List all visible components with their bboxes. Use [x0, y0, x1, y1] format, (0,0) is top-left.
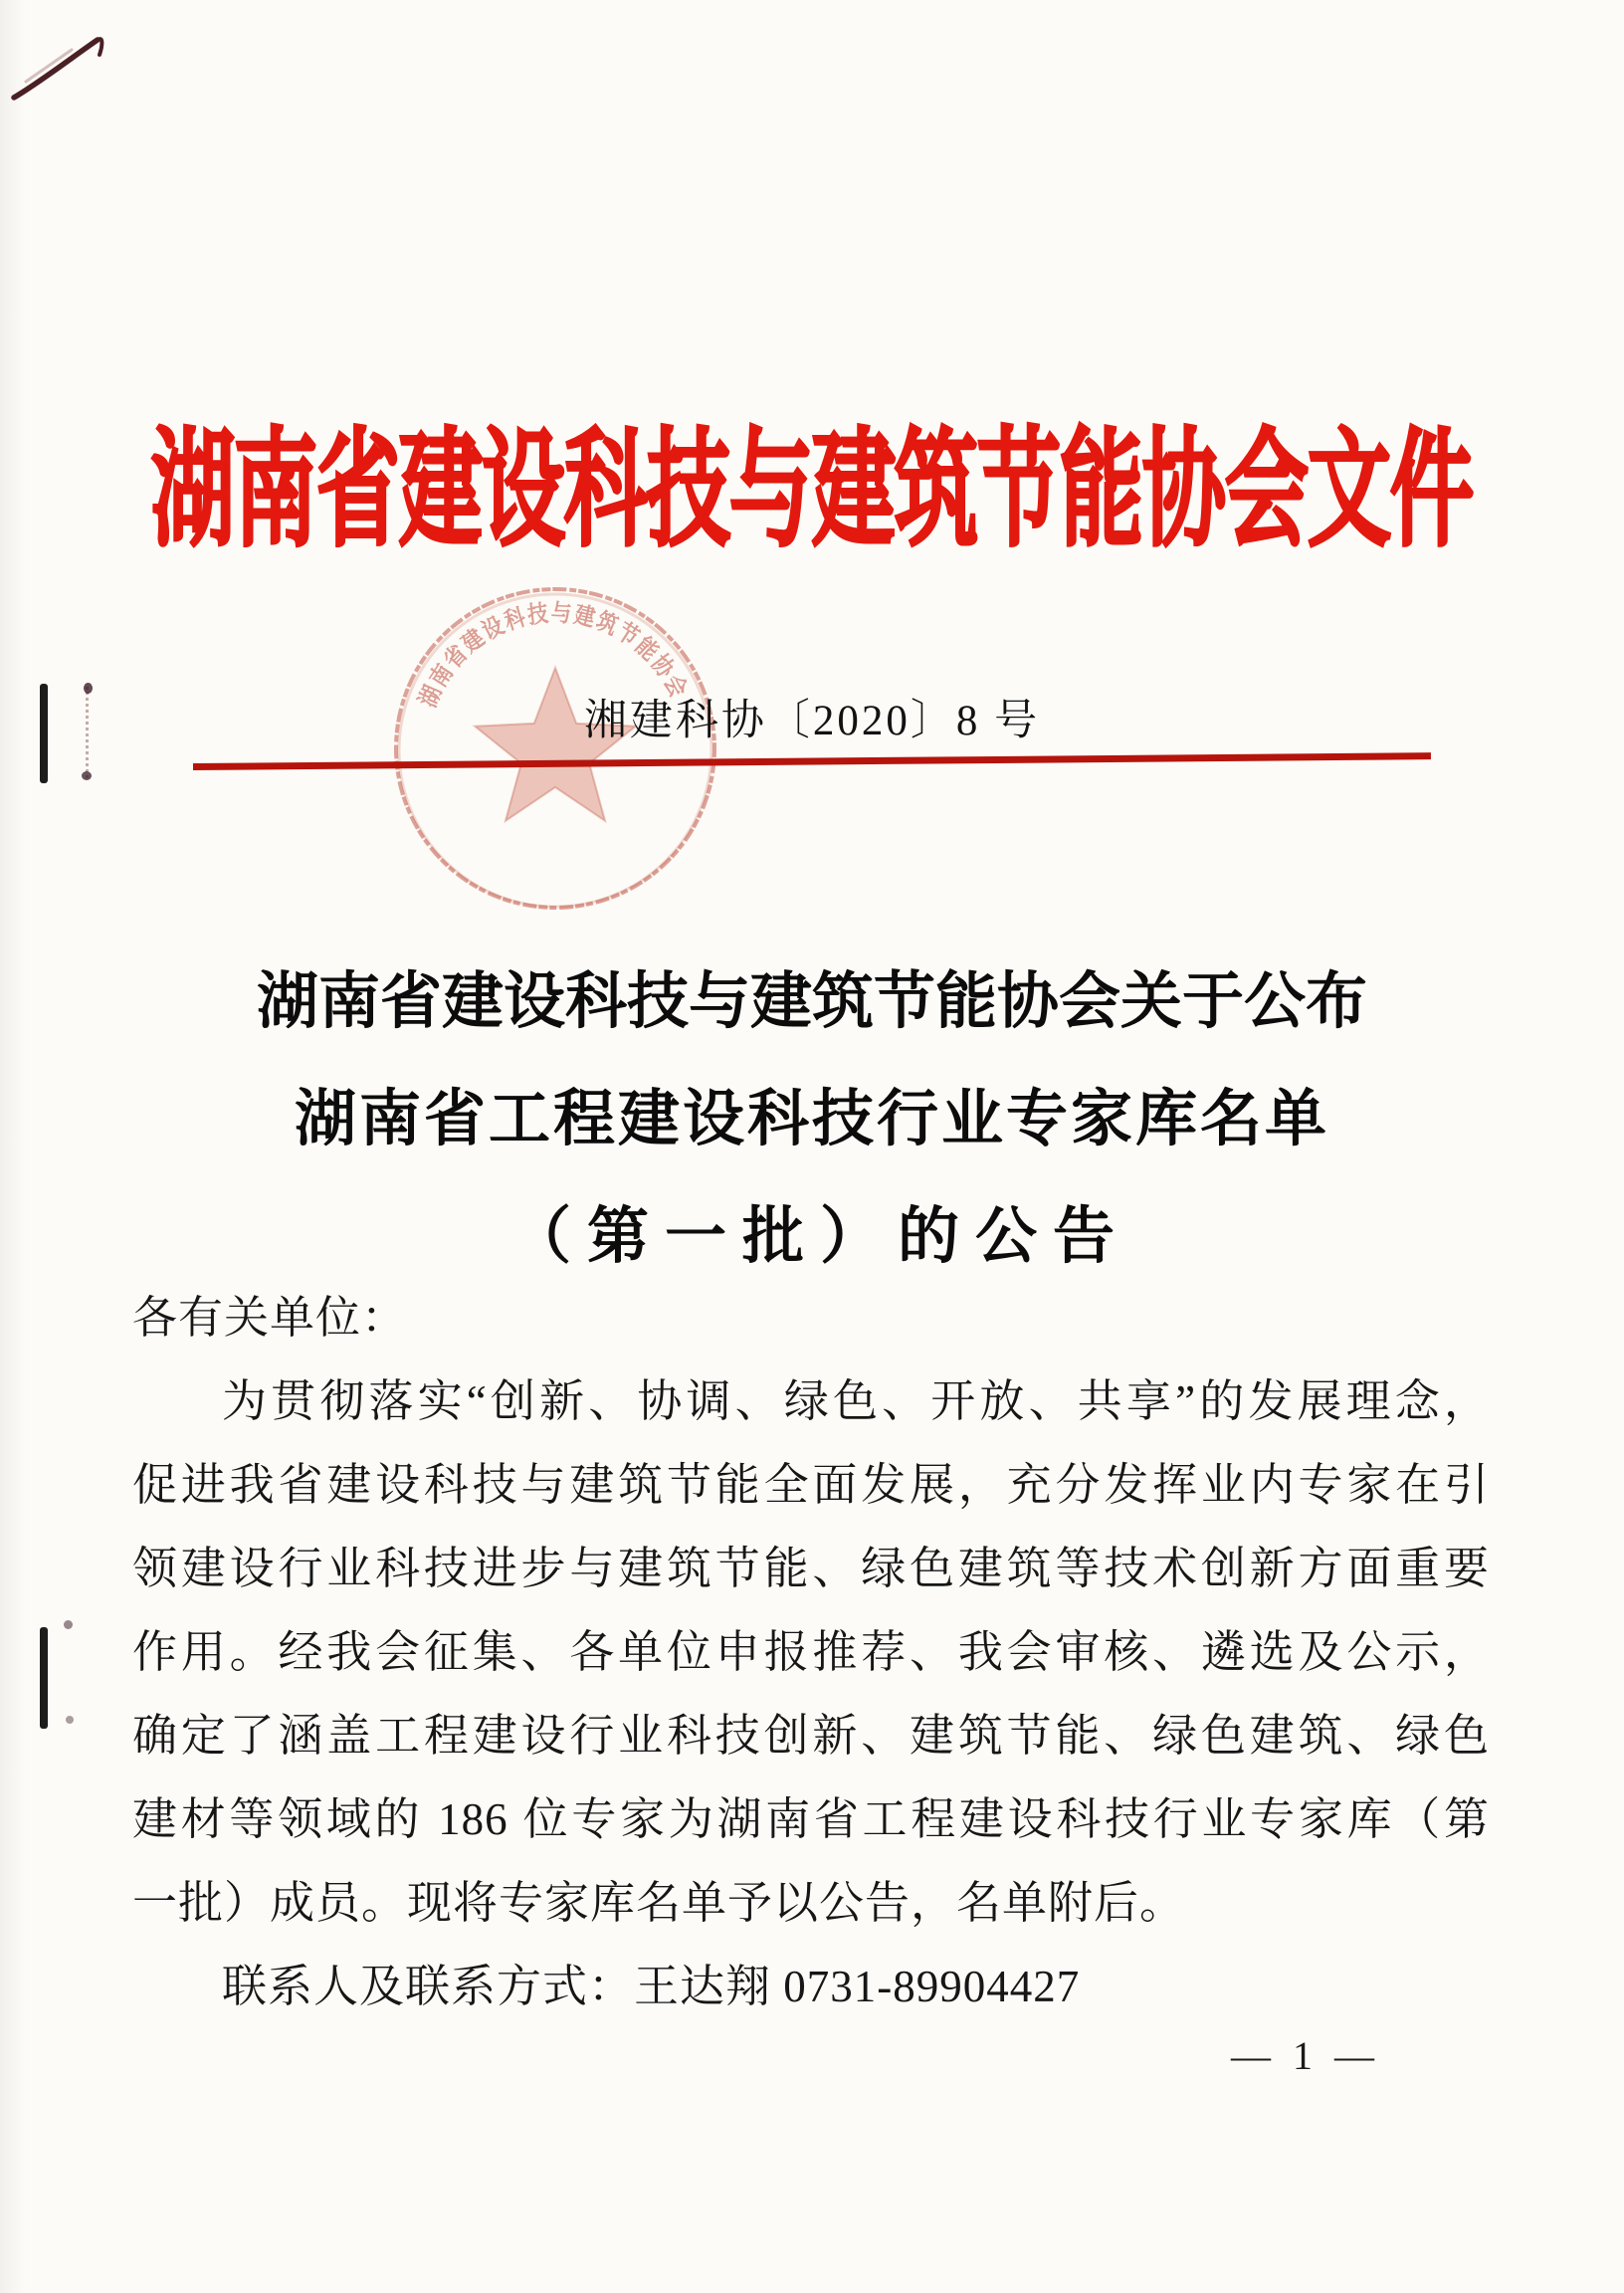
body-line: 一批）成员。现将专家库名单予以公告，名单附后。 — [132, 1878, 1186, 1928]
body-line: 作用。经我会征集、各单位申报推荐、我会审核、遴选及公示， — [132, 1627, 1490, 1677]
body-line: 确定了涵盖工程建设行业科技创新、建筑节能、绿色建筑、绿色 — [132, 1711, 1490, 1761]
document-number: 湘建科协〔2020〕8 号 — [583, 698, 1041, 744]
pen-mark — [0, 8, 139, 117]
page-number: — 1 — — [1231, 2033, 1380, 2078]
letterhead-title: 湖南省建设科技与建筑节能协会文件 — [150, 421, 1473, 562]
title-line-3: （第一批）的公告 — [508, 1203, 1130, 1271]
body-line: 促进我省建设科技与建筑节能全面发展，充分发挥业内专家在引 — [132, 1460, 1490, 1510]
ink-dot — [64, 1620, 73, 1629]
title-line-2: 湖南省工程建设科技行业专家库名单 — [294, 1086, 1329, 1153]
document-body — [132, 1276, 1490, 2028]
title-line-1: 湖南省建设科技与建筑节能协会关于公布 — [256, 968, 1367, 1036]
body-line: 为贯彻落实“创新、协调、绿色、开放、共享”的发展理念， — [222, 1376, 1490, 1426]
document-title — [0, 943, 1624, 1296]
body-line: 建材等领域的 186 位专家为湖南省工程建设科技行业专家库（第 — [132, 1794, 1490, 1844]
ink-dot — [82, 771, 92, 780]
binding-mark — [40, 1627, 48, 1729]
body-line: 领建设行业科技进步与建筑节能、绿色建筑等技术创新方面重要 — [132, 1544, 1490, 1593]
ink-dot — [66, 1716, 74, 1724]
salutation: 各有关单位： — [132, 1293, 408, 1343]
contact-line: 联系人及联系方式：王达翔 0731-89904427 — [222, 1962, 1081, 2011]
seal-ring-text: 湖南省建设科技与建筑节能协会 — [415, 600, 694, 712]
